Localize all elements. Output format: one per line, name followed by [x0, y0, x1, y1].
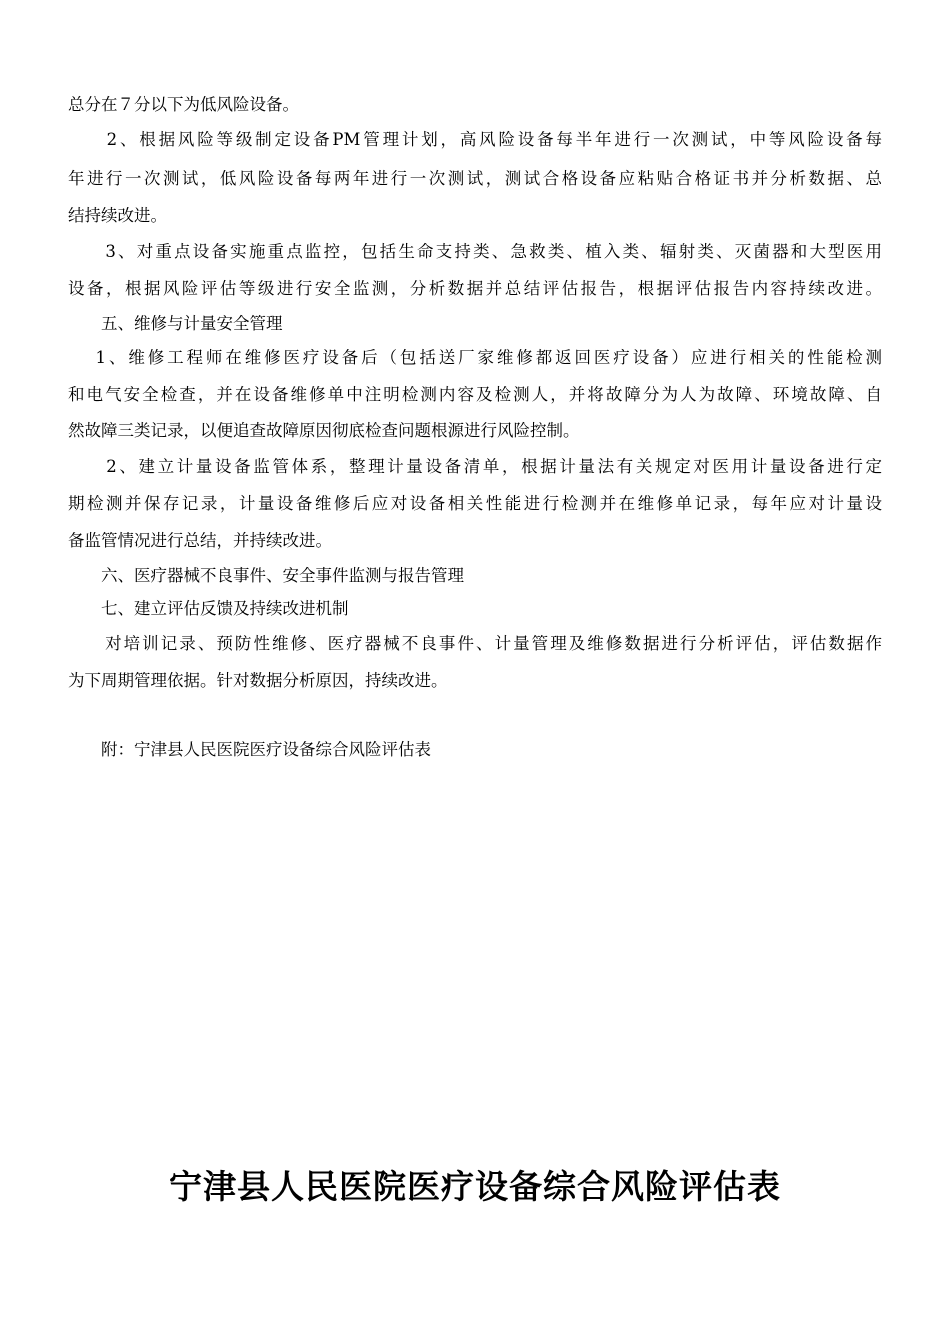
form-title: 宁津县人民医院医疗设备综合风险评估表 — [169, 1167, 781, 1206]
body-line: 和电气安全检查，并在设备维修单中注明检测内容及检测人，并将故障分为人为故障、环境故障、自 — [68, 385, 882, 404]
body-line: 1、维修工程师在维修医疗设备后（包括送厂家维修都返回医疗设备）应进行相关的性能检测 — [68, 348, 882, 367]
section-heading: 五、维修与计量安全管理 — [68, 314, 283, 333]
body-line: 年进行一次测试，低风险设备每两年进行一次测试，测试合格设备应粘贴合格证书并分析数据、总 — [68, 169, 882, 188]
section-heading: 七、建立评估反馈及持续改进机制 — [68, 599, 349, 618]
body-line: 然故障三类记录，以便追查故障原因彻底检查问题根源进行风险控制。 — [68, 421, 580, 440]
body-line: 对培训记录、预防性维修、医疗器械不良事件、计量管理及维修数据进行分析评估，评估数据作 — [68, 634, 882, 653]
body-line: 2、根据风险等级制定设备PM管理计划，高风险设备每半年进行一次测试，中等风险设备每 — [68, 130, 882, 149]
body-line: 2、建立计量设备监管体系，整理计量设备清单，根据计量法有关规定对医用计量设备进行定 — [68, 457, 882, 476]
body-line: 为下周期管理依据。针对数据分析原因，持续改进。 — [68, 671, 448, 690]
section-heading: 六、医疗器械不良事件、安全事件监测与报告管理 — [68, 566, 464, 585]
body-line: 总分在７分以下为低风险设备。 — [68, 95, 299, 114]
body-line: 设备，根据风险评估等级进行安全监测，分析数据并总结评估报告，根据评估报告内容持续改进。 — [68, 279, 882, 298]
body-line: 期检测并保存记录，计量设备维修后应对设备相关性能进行检测并在维修单记录，每年应对计量设 — [68, 494, 882, 513]
attachment-note: 附：宁津县人民医院医疗设备综合风险评估表 — [68, 740, 431, 759]
body-line: 结持续改进。 — [68, 206, 167, 225]
body-line: 备监管情况进行总结，并持续改进。 — [68, 531, 332, 550]
body-line: 3、对重点设备实施重点监控，包括生命支持类、急救类、植入类、辐射类、灭菌器和大型医用 — [68, 242, 882, 261]
